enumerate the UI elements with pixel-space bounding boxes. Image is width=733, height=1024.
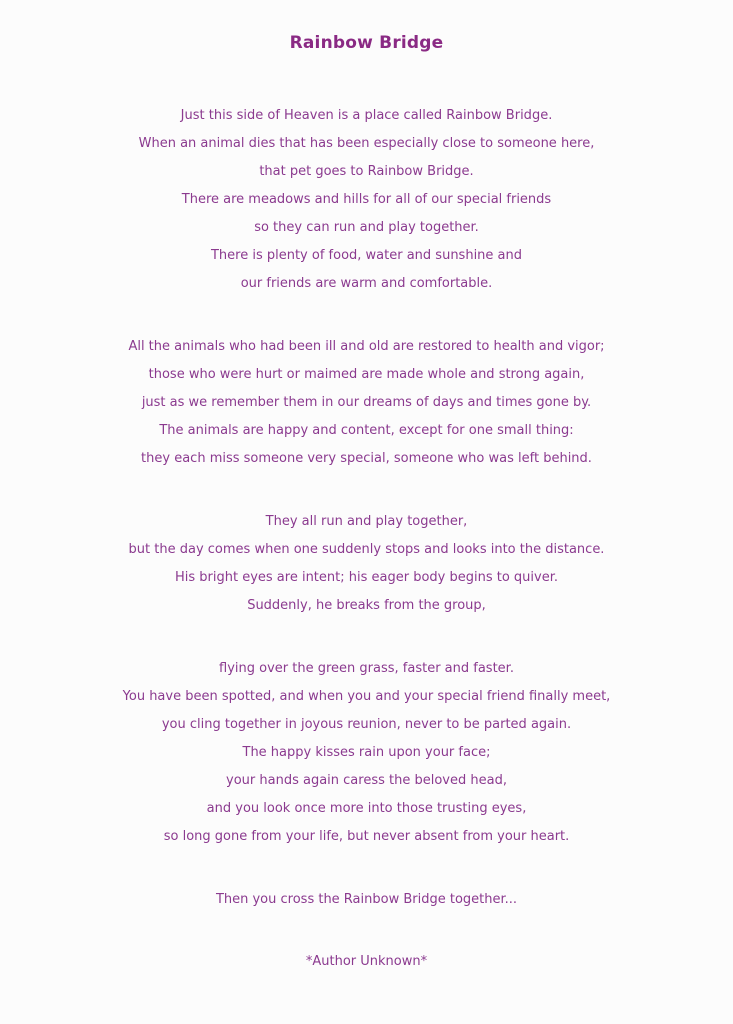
poem-line: but the day comes when one suddenly stops and looks into the distance. — [128, 542, 605, 557]
poem-line: When an animal dies that has been especially close to someone here, — [138, 136, 595, 151]
closing-line: Then you cross the Rainbow Bridge together... — [215, 892, 518, 907]
poem-line: His bright eyes are intent; his eager body begins to quiver. — [174, 570, 559, 585]
poem-line: and you look once more into those trusting eyes, — [206, 801, 527, 816]
poem-line: those who were hurt or maimed are made whole and strong again, — [148, 367, 585, 382]
poem-line: so they can run and play together. — [254, 220, 479, 235]
poem-line: There is plenty of food, water and sunshine and — [210, 248, 523, 263]
poem-line: They all run and play together, — [265, 514, 468, 529]
poem-line: that pet goes to Rainbow Bridge. — [259, 164, 474, 179]
author-credit: *Author Unknown* — [305, 954, 428, 969]
poem-line: All the animals who had been ill and old are restored to health and vigor; — [128, 339, 605, 354]
poem-line: you cling together in joyous reunion, never to be parted again. — [161, 717, 572, 732]
poem-line: The happy kisses rain upon your face; — [242, 745, 491, 760]
author-credit-wrapper — [0, 948, 733, 976]
poem-line: your hands again caress the beloved head, — [226, 773, 507, 788]
poem-body — [0, 102, 733, 851]
poem-line: There are meadows and hills for all of our special friends — [181, 192, 552, 207]
poem-line: they each miss someone very special, someone who was left behind. — [141, 451, 592, 466]
poem-line: You have been spotted, and when you and your special friend finally meet, — [122, 689, 611, 704]
poem-title: Rainbow Bridge — [289, 33, 444, 53]
poem-line: Suddenly, he breaks from the group, — [247, 598, 486, 613]
poem-line: so long gone from your life, but never absent from your heart. — [163, 829, 570, 844]
closing-line-wrapper — [0, 886, 733, 914]
poem-line: Just this side of Heaven is a place called Rainbow Bridge. — [180, 108, 553, 123]
poem-line: flying over the green grass, faster and faster. — [219, 661, 514, 676]
stanza-4 — [0, 655, 733, 851]
stanza-2 — [0, 333, 733, 473]
poem-line: just as we remember them in our dreams of days and times gone by. — [141, 395, 592, 410]
stanza-3 — [0, 508, 733, 620]
poem-line: our friends are warm and comfortable. — [240, 276, 493, 291]
stanza-1 — [0, 102, 733, 298]
poem-line: The animals are happy and content, except for one small thing: — [159, 423, 574, 438]
